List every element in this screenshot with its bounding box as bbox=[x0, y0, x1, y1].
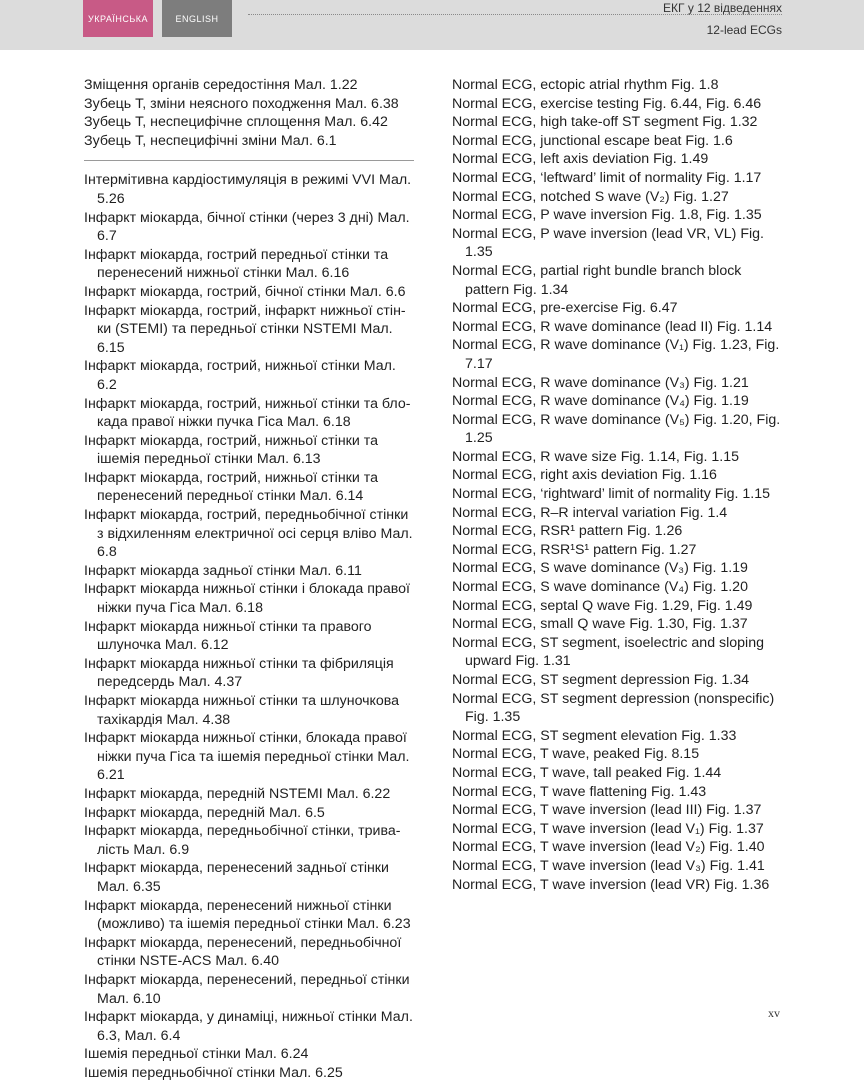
index-entry: Інфаркт міокарда, гострий, інфаркт нижньої стін-ки (STEMI) та передньої стінки NSTEMI Мал. 6.15 bbox=[84, 302, 406, 356]
index-entry: Інфаркт міокарда, гострий передньої стінки та перенесений нижньої стінки Мал. 6.16 bbox=[84, 246, 389, 282]
index-entry: Інфаркт міокарда, передньобічної стінки, трива-лість Мал. 6.9 bbox=[84, 823, 401, 858]
index-entry: Normal ECG, P wave inversion Fig. 1.8, Fig. 1.35 bbox=[452, 207, 762, 224]
index-entry: Normal ECG, R wave dominance (V₃) Fig. 1.21 bbox=[452, 374, 749, 391]
index-entry: Normal ECG, T wave inversion (lead V₁) Fig. 1.37 bbox=[452, 820, 764, 837]
index-entry: Інфаркт міокарда, перенесений, передньобічної стінки NSTE-ACS Мал. 6.40 bbox=[84, 934, 402, 970]
index-entry: Інфаркт міокарда, гострий, нижньої стінки та бло-када правої ніжки пучка Гіса Мал. 6.18 bbox=[84, 395, 411, 431]
index-column-english bbox=[452, 76, 787, 894]
index-entry: Normal ECG, pre-exercise Fig. 6.47 bbox=[452, 300, 678, 317]
index-entry: Normal ECG, ST segment, isoelectric and sloping upward Fig. 1.31 bbox=[452, 634, 764, 670]
index-entry: Інфаркт міокарда, передній NSTEMI Мал. 6.22 bbox=[84, 785, 391, 802]
section-divider bbox=[84, 160, 414, 161]
index-entry: Інфаркт міокарда, гострий, нижньої стінки Мал. 6.2 bbox=[84, 358, 396, 393]
index-entry: Normal ECG, ‘rightward’ limit of normality Fig. 1.15 bbox=[452, 486, 770, 503]
index-entry: Normal ECG, ST segment depression Fig. 1.34 bbox=[452, 672, 750, 688]
index-entry: Зміщення органів середостіння Мал. 1.22 bbox=[84, 77, 358, 93]
index-entry: Normal ECG, notched S wave (V₂) Fig. 1.27 bbox=[452, 188, 729, 205]
header-bar bbox=[0, 0, 864, 50]
index-entry: Інфаркт міокарда, гострий, передньобічної стінки з відхиленням електричної осі серця вліво Мал. 6.8 bbox=[84, 507, 413, 561]
index-entry: Інфаркт міокарда нижньої стінки та правого шлуночка Мал. 6.12 bbox=[84, 618, 372, 654]
index-entry: Normal ECG, high take-off ST segment Fig. 1.32 bbox=[452, 114, 758, 131]
index-entry: Normal ECG, left axis deviation Fig. 1.49 bbox=[452, 151, 709, 168]
tab-ukrainian[interactable]: УКРАЇНСЬКА bbox=[83, 0, 153, 37]
index-entry: Normal ECG, R wave size Fig. 1.14, Fig. 1.15 bbox=[452, 448, 740, 465]
index-column-ukrainian bbox=[84, 76, 414, 1082]
index-entry: Normal ECG, R wave dominance (V₅) Fig. 1.20, Fig. 1.25 bbox=[452, 411, 781, 447]
index-entry: Інфаркт міокарда нижньої стінки і блокада правої ніжки пуча Гіса Мал. 6.18 bbox=[84, 581, 410, 617]
index-entry: Зубець Т, зміни неясного походження Мал. 6.38 bbox=[84, 95, 399, 112]
index-entry: Normal ECG, T wave inversion (lead III) Fig. 1.37 bbox=[452, 802, 762, 819]
index-entry: Інфаркт міокарда нижньої стінки, блокада правої ніжки пуча Гіса та ішемія передньої стінки Мал. 6.21 bbox=[84, 730, 410, 784]
index-entry: Інфаркт міокарда, гострий, нижньої стінки та перенесений передньої стінки Мал. 6.14 bbox=[84, 469, 378, 505]
running-header-title: ЕКГ у 12 відведеннях bbox=[663, 1, 782, 15]
index-entry: Ішемія передньої стінки Мал. 6.24 bbox=[84, 1046, 309, 1063]
index-entry: Зубець Т, неспецифічні зміни Мал. 6.1 bbox=[84, 132, 337, 149]
index-entry: Normal ECG, R wave dominance (V₁) Fig. 1.23, Fig. 7.17 bbox=[452, 337, 780, 372]
index-entry: Normal ECG, R–R interval variation Fig. 1.4 bbox=[452, 504, 728, 521]
index-entry: Інфаркт міокарда, перенесений задньої стінки Мал. 6.35 bbox=[84, 860, 389, 895]
index-entry: Normal ECG, junctional escape beat Fig. 1.6 bbox=[452, 132, 733, 149]
index-entry: Normal ECG, exercise testing Fig. 6.44, Fig. 6.46 bbox=[452, 95, 762, 112]
running-header-subtitle: 12-lead ECGs bbox=[706, 23, 782, 37]
index-entry: Інфаркт міокарда, передній Мал. 6.5 bbox=[84, 804, 325, 821]
index-entry: Normal ECG, T wave flattening Fig. 1.43 bbox=[452, 783, 707, 800]
index-entry: Інфаркт міокарда, гострий, нижньої стінки та ішемія передньої стінки Мал. 6.13 bbox=[84, 432, 378, 468]
index-entry: Інфаркт міокарда нижньої стінки та фібриляція передсердь Мал. 4.37 bbox=[84, 655, 394, 691]
running-header bbox=[663, 0, 782, 37]
index-entry: Normal ECG, small Q wave Fig. 1.30, Fig. 1.37 bbox=[452, 616, 748, 633]
index-entry: Normal ECG, S wave dominance (V₃) Fig. 1.19 bbox=[452, 560, 748, 577]
index-entry: Normal ECG, septal Q wave Fig. 1.29, Fig. 1.49 bbox=[452, 597, 753, 614]
index-entry: Normal ECG, T wave inversion (lead VR) Fig. 1.36 bbox=[452, 876, 770, 893]
index-entry: Normal ECG, ST segment depression (nonspecific) Fig. 1.35 bbox=[452, 690, 775, 726]
index-entry: Інфаркт міокарда, перенесений нижньої стінки (можливо) та ішемія передньої стінки Мал. 6.23 bbox=[84, 897, 411, 933]
index-entry: Normal ECG, ectopic atrial rhythm Fig. 1.8 bbox=[452, 77, 719, 93]
index-entry: Normal ECG, ‘leftward’ limit of normality Fig. 1.17 bbox=[452, 169, 762, 186]
index-entry: Normal ECG, T wave inversion (lead V₃) Fig. 1.41 bbox=[452, 857, 765, 874]
index-entry: Normal ECG, right axis deviation Fig. 1.16 bbox=[452, 467, 717, 484]
index-entry: Інфаркт міокарда, перенесений, передньої стінки Мал. 6.10 bbox=[84, 971, 410, 1007]
index-entry: Normal ECG, T wave, tall peaked Fig. 1.44 bbox=[452, 764, 722, 781]
index-entry: Ішемія передньобічної стінки Мал. 6.25 bbox=[84, 1064, 343, 1081]
page-number: xv bbox=[768, 1006, 780, 1020]
index-entry: Normal ECG, RSR¹ pattern Fig. 1.26 bbox=[452, 523, 683, 540]
index-entry: Normal ECG, partial right bundle branch block pattern Fig. 1.34 bbox=[452, 262, 742, 298]
index-entry: Інтермітивна кардіостимуляція в режимі VVI Мал. 5.26 bbox=[84, 172, 412, 207]
index-entry: Normal ECG, ST segment elevation Fig. 1.33 bbox=[452, 727, 737, 744]
index-entry: Зубець Т, неспецифічне сплощення Мал. 6.42 bbox=[84, 114, 388, 131]
index-entry: Normal ECG, T wave inversion (lead V₂) Fig. 1.40 bbox=[452, 839, 765, 856]
index-entry: Normal ECG, T wave, peaked Fig. 8.15 bbox=[452, 746, 700, 763]
index-entry: Normal ECG, P wave inversion (lead VR, VL) Fig. 1.35 bbox=[452, 225, 764, 261]
index-entry: Normal ECG, R wave dominance (lead II) Fig. 1.14 bbox=[452, 318, 773, 335]
index-entry: Інфаркт міокарда, бічної стінки (через 3 дні) Мал. 6.7 bbox=[84, 209, 410, 245]
index-entry: Інфаркт міокарда задньої стінки Мал. 6.11 bbox=[84, 562, 362, 579]
index-entry: Normal ECG, S wave dominance (V₄) Fig. 1.20 bbox=[452, 579, 748, 596]
index-entry: Normal ECG, RSR¹S¹ pattern Fig. 1.27 bbox=[452, 541, 697, 558]
index-entry: Інфаркт міокарда, у динаміці, нижньої стінки Мал. 6.3, Мал. 6.4 bbox=[84, 1009, 413, 1044]
index-entry: Normal ECG, R wave dominance (V₄) Fig. 1.19 bbox=[452, 393, 749, 410]
index-entry: Інфаркт міокарда, гострий, бічної стінки Мал. 6.6 bbox=[84, 283, 406, 300]
index-entry: Інфаркт міокарда нижньої стінки та шлуночкова тахікардія Мал. 4.38 bbox=[84, 693, 400, 728]
tab-english[interactable]: ENGLISH bbox=[162, 0, 232, 37]
